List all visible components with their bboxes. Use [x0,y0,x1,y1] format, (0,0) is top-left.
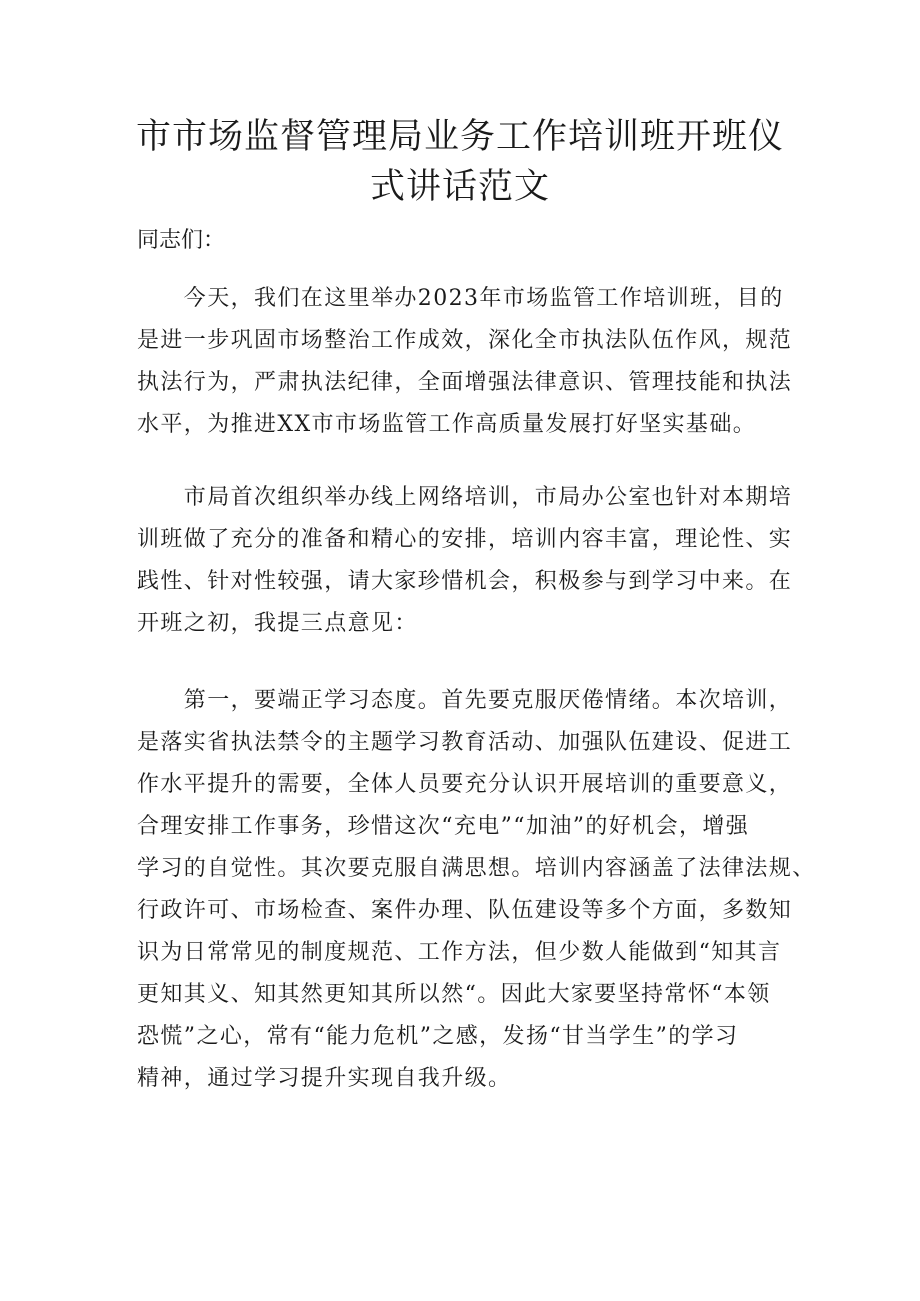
title-line: 式讲话范文 [369,167,550,207]
title-line: 市市场监督管理局业务工作培训班开班仪 [135,117,784,157]
text-line: 训班做了充分的准备和精心的安排，培训内容丰富，理论性、实 [137,527,793,552]
text-line: 行政许可、市场检查、案件办理、队伍建设等多个方面，多数知 [137,898,793,923]
paragraph-2 [137,477,797,645]
text-line: 践性、针对性较强，请大家珍惜机会，积极参与到学习中来。在 [137,569,793,594]
paragraph-1 [137,278,797,446]
text-line: 是落实省执法禁令的主题学习教育活动、加强队伍建设、促进工 [137,730,793,755]
text-line: 更知其义、知其然更知其所以然“。因此大家要坚持常怀“本领 [137,982,771,1007]
text-line: 学习的自觉性。其次要克服自满思想。培训内容涵盖了法律法规、 [137,856,816,881]
text-line: 恐慌”之心，常有“能力危机”之感，发扬“甘当学生”的学习 [137,1024,739,1049]
paragraph-3 [137,680,816,1100]
text-line: 识为日常常见的制度规范、工作方法，但少数人能做到“知其言 [137,940,782,965]
text-line: 水平，为推进XX市市场监管工作高质量发展打好坚实基础。 [137,412,757,437]
document-title [120,112,800,212]
text-line: 开班之初，我提三点意见： [137,611,418,636]
text-line: 合理安排工作事务，珍惜这次“充电”“加油”的好机会，增强 [137,814,750,839]
text-line: 市局首次组织举办线上网络培训，市局办公室也针对本期培 [137,485,793,510]
salutation: 同志们： [137,228,226,253]
text-line: 第一，要端正学习态度。首先要克服厌倦情绪。本次培训， [137,688,793,713]
text-line: 精神，通过学习提升实现自我升级。 [137,1066,512,1091]
text-line: 作水平提升的需要，全体人员要充分认识开展培训的重要意义， [137,772,793,797]
text-line: 今天，我们在这里举办2023年市场监管工作培训班，目的 [137,286,784,311]
text-line: 是进一步巩固市场整治工作成效，深化全市执法队伍作风，规范 [137,328,793,353]
text-line: 执法行为，严肃执法纪律，全面增强法律意识、管理技能和执法 [137,370,793,395]
